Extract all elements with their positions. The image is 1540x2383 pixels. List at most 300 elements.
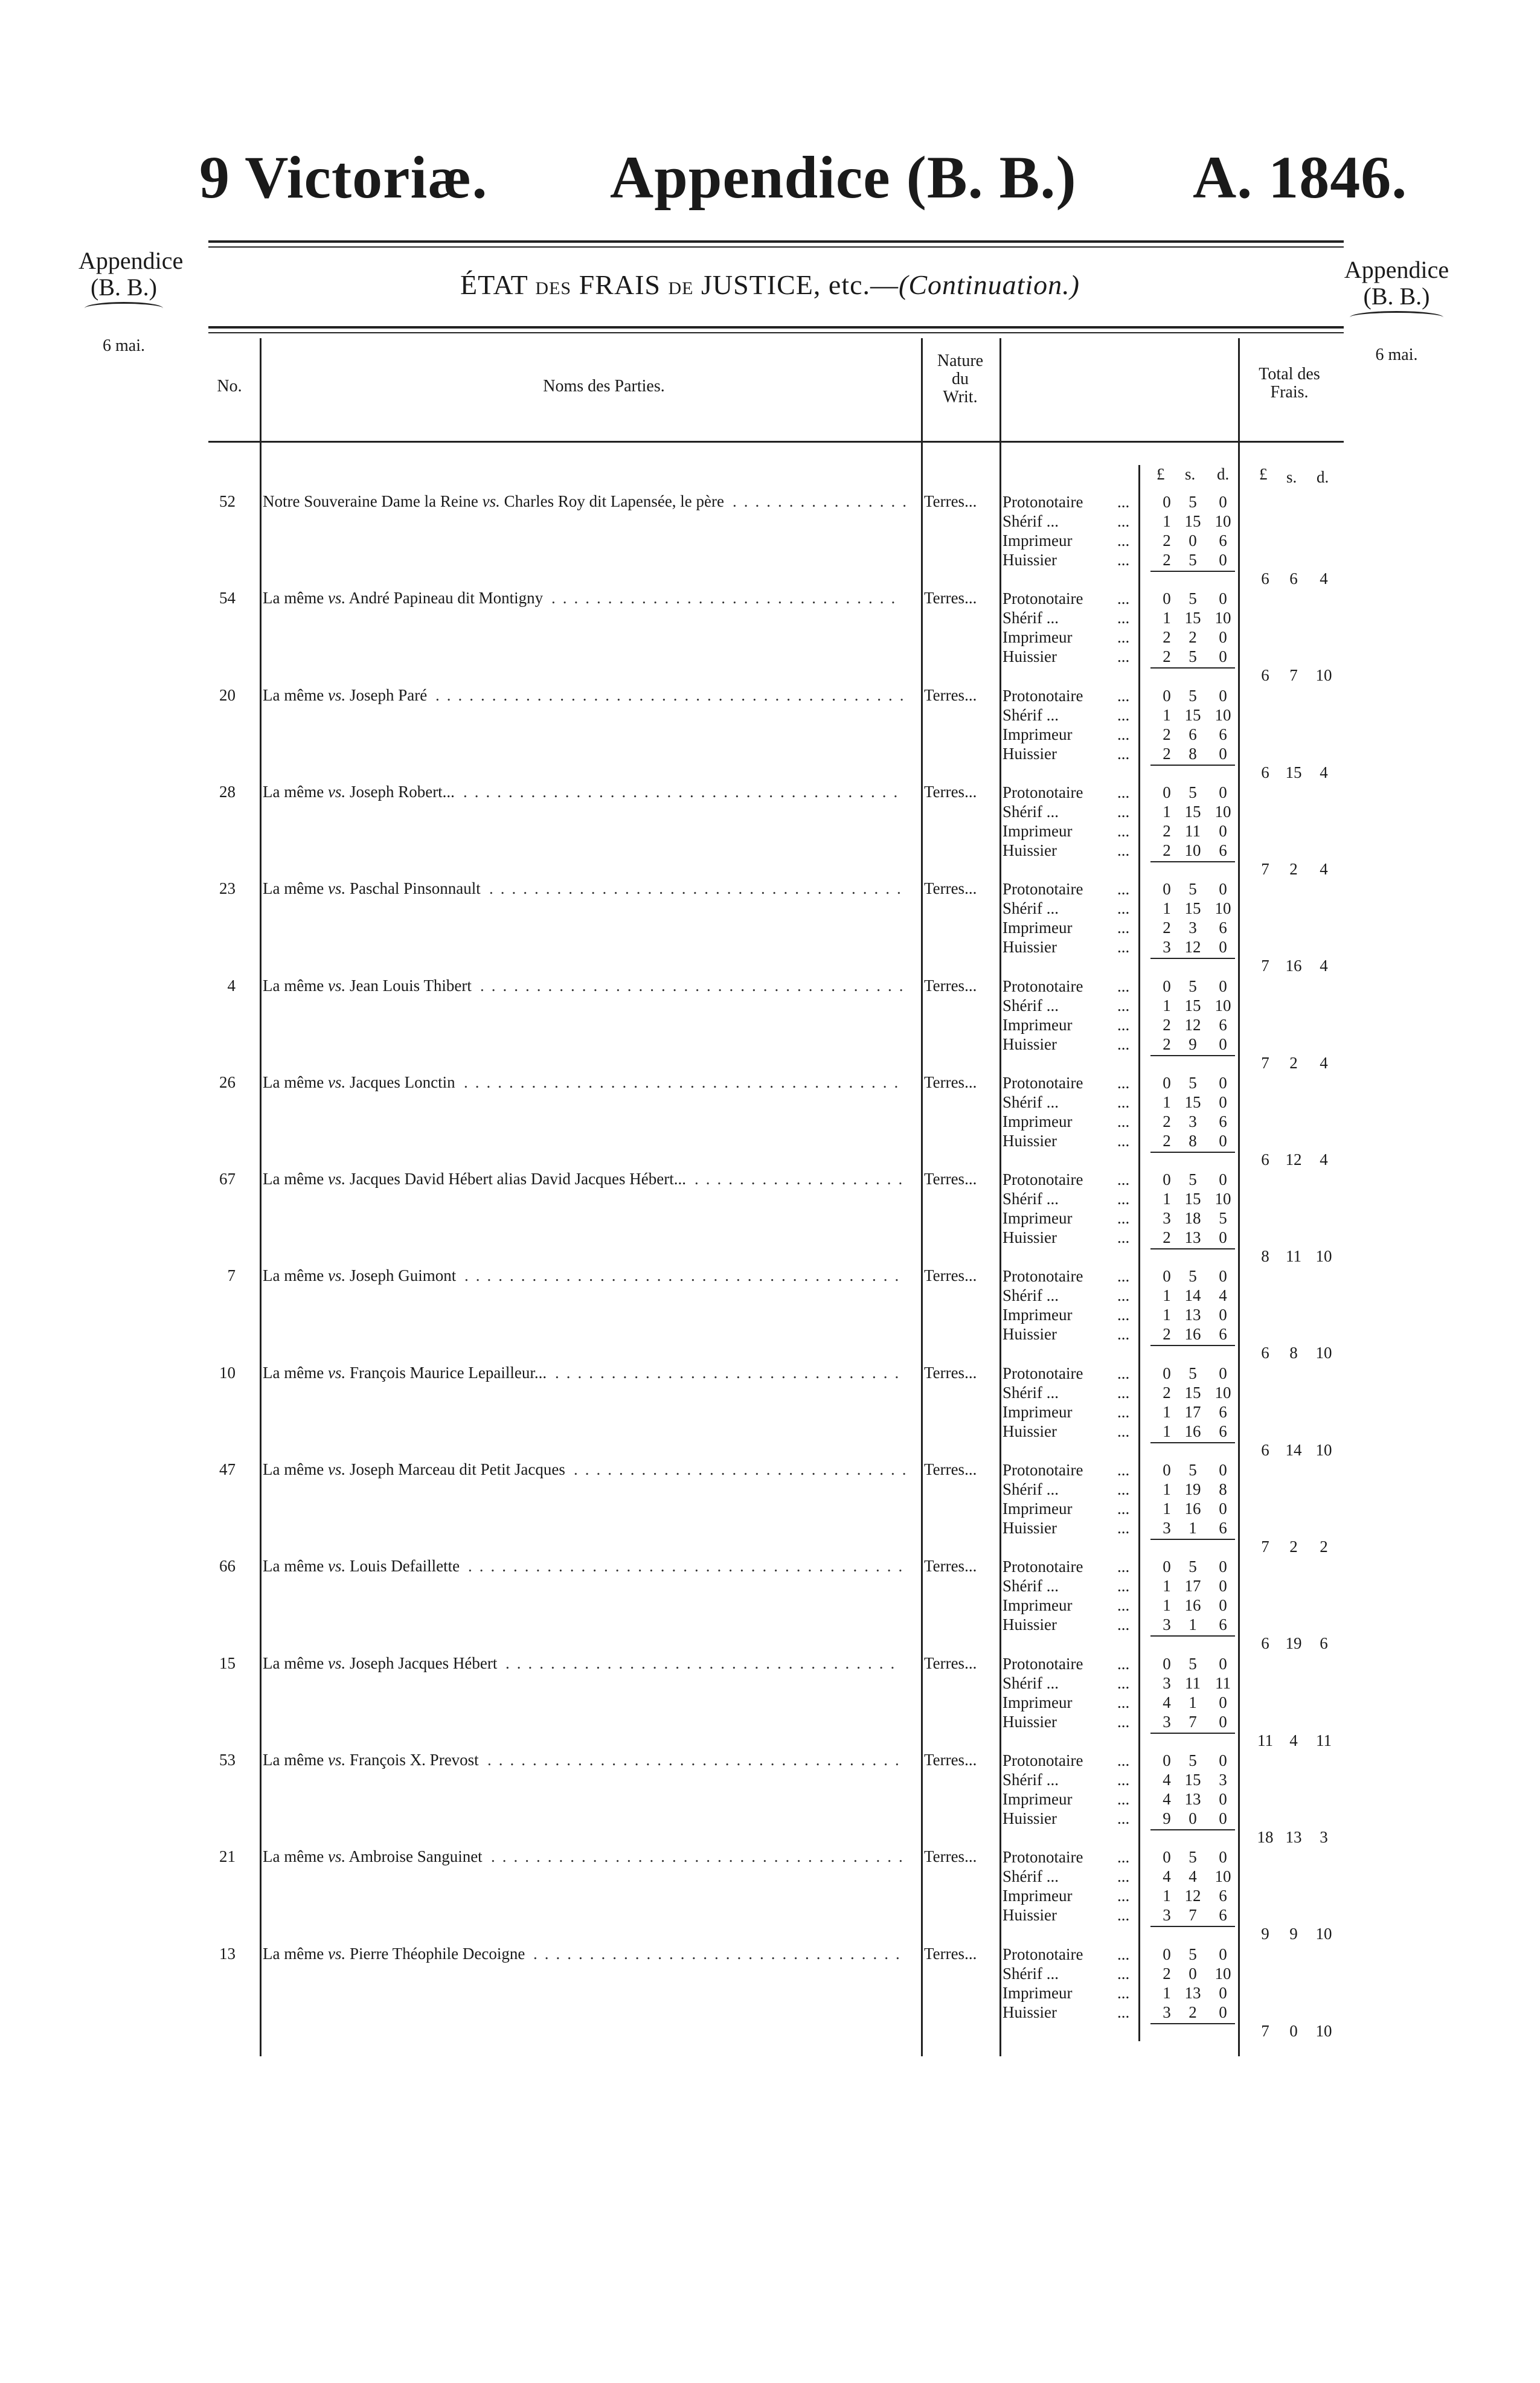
fee-amount: 0 — [1219, 687, 1227, 705]
fee-amount: 10 — [1214, 1384, 1231, 1402]
party-plaintiff: La même — [263, 783, 328, 801]
total-amount: 18 — [1257, 1828, 1274, 1846]
leader-dots: ................................... — [505, 1654, 902, 1672]
fee-label: Shérif ... — [1003, 1480, 1059, 1498]
fee-leader-dots: ... — [1117, 512, 1130, 530]
fee-amount: 5 — [1189, 1461, 1197, 1479]
table-row — [0, 1451, 1540, 1556]
fee-amount: 12 — [1184, 1887, 1201, 1905]
total-amount: 4 — [1320, 957, 1328, 975]
fee-amount: 15 — [1184, 996, 1201, 1015]
fee-amount: 15 — [1184, 1384, 1201, 1402]
fee-amount: 17 — [1184, 1403, 1201, 1421]
fee-leader-dots: ... — [1117, 1422, 1130, 1440]
total-header-line1: Total des — [1259, 365, 1320, 383]
fee-amount: 1 — [1163, 609, 1171, 627]
fee-amount: 0 — [1219, 1267, 1227, 1285]
leader-dots: ...................................... — [480, 977, 911, 995]
writ-nature: Terres... — [924, 589, 977, 607]
case-number: 20 — [219, 686, 236, 704]
fee-amount: 2 — [1163, 531, 1171, 550]
fee-label: Huissier — [1003, 938, 1057, 956]
total-amount: 11 — [1257, 1731, 1273, 1750]
fee-amount: 1 — [1189, 1615, 1197, 1634]
fee-amount: 0 — [1219, 1170, 1227, 1188]
fee-sum-rule — [1150, 2023, 1235, 2024]
total-amount: 15 — [1285, 763, 1302, 781]
total-amount: 4 — [1289, 1731, 1298, 1750]
versus-marker: vs. — [327, 686, 346, 704]
fee-amount: 0 — [1219, 1557, 1227, 1576]
fee-label: Imprimeur — [1003, 1984, 1073, 2002]
fee-leader-dots: ... — [1117, 1384, 1130, 1402]
fee-amount: 4 — [1219, 1286, 1227, 1304]
fee-amount: 1 — [1163, 1984, 1171, 2002]
total-amount: 10 — [1315, 2022, 1332, 2040]
fee-label: Shérif ... — [1003, 1384, 1059, 1402]
table-row — [0, 677, 1540, 781]
party-defendant: Jacques David Hébert alias David Jacques Hébert... — [345, 1170, 686, 1188]
total-amount: 6 — [1261, 763, 1269, 781]
fee-label: Protonotaire — [1003, 1364, 1083, 1382]
party-defendant: François X. Prevost — [345, 1751, 479, 1769]
fee-leader-dots: ... — [1117, 1074, 1130, 1092]
fee-amount: 5 — [1189, 687, 1197, 705]
fee-amount: 2 — [1163, 841, 1171, 859]
case-number: 4 — [227, 977, 236, 995]
fee-amount: 5 — [1189, 1074, 1197, 1092]
fee-amount: 10 — [1214, 1964, 1231, 1983]
writ-nature: Terres... — [924, 783, 977, 801]
leader-dots: ....................................... — [464, 1266, 906, 1285]
fee-leader-dots: ... — [1117, 1771, 1130, 1789]
fee-label: Imprimeur — [1003, 1693, 1073, 1711]
fee-label: Protonotaire — [1003, 1557, 1083, 1576]
fee-amount: 2 — [1163, 1132, 1171, 1150]
fee-amount: 0 — [1163, 687, 1171, 705]
title-des: DES — [535, 278, 572, 298]
fee-label: Shérif ... — [1003, 996, 1059, 1015]
fee-amount: 1 — [1163, 1499, 1171, 1518]
table-title — [0, 269, 1540, 301]
fee-label: Imprimeur — [1003, 531, 1073, 550]
fee-amount: 3 — [1163, 1209, 1171, 1227]
fee-amount: 0 — [1189, 1964, 1197, 1983]
fee-leader-dots: ... — [1117, 1170, 1130, 1188]
fee-label: Imprimeur — [1003, 1209, 1073, 1227]
total-amount: 4 — [1320, 1054, 1328, 1072]
party-defendant: Jacques Lonctin — [345, 1073, 455, 1091]
fee-amount: 0 — [1219, 589, 1227, 608]
fee-label: Huissier — [1003, 1519, 1057, 1537]
fee-sum-rule — [1150, 765, 1235, 766]
fee-amount: 0 — [1219, 493, 1227, 511]
party-plaintiff: La même — [263, 1654, 328, 1672]
fee-label: Huissier — [1003, 1325, 1057, 1343]
fee-leader-dots: ... — [1117, 1325, 1130, 1343]
fee-amount: 2 — [1189, 2003, 1197, 2021]
fee-label: Imprimeur — [1003, 1887, 1073, 1905]
fee-label: Huissier — [1003, 1906, 1057, 1924]
fee-amount: 0 — [1163, 783, 1171, 801]
total-amount: 4 — [1320, 1150, 1328, 1169]
total-amount: 4 — [1320, 860, 1328, 878]
fee-leader-dots: ... — [1117, 1809, 1130, 1827]
table-row — [0, 483, 1540, 588]
fee-amount: 0 — [1219, 2003, 1227, 2021]
fee-amount: 0 — [1219, 745, 1227, 763]
party-defendant: Pierre Théophile Decoigne — [345, 1945, 525, 1963]
fee-amount: 11 — [1185, 1674, 1201, 1692]
total-amount: 11 — [1316, 1731, 1332, 1750]
fee-label: Huissier — [1003, 647, 1057, 666]
fee-amount: 10 — [1214, 996, 1231, 1015]
writ-nature: Terres... — [924, 1945, 977, 1963]
fee-amount: 0 — [1219, 1809, 1227, 1827]
fee-leader-dots: ... — [1117, 841, 1130, 859]
fee-label: Protonotaire — [1003, 880, 1083, 898]
column-header-writ — [918, 352, 1003, 406]
fee-amount: 0 — [1219, 1364, 1227, 1382]
writ-nature: Terres... — [924, 1654, 977, 1672]
table-row — [0, 1936, 1540, 2040]
fee-leader-dots: ... — [1117, 1132, 1130, 1150]
fee-label: Huissier — [1003, 2003, 1057, 2021]
fee-amount: 0 — [1219, 1945, 1227, 1963]
fee-amount: 6 — [1219, 1403, 1227, 1421]
fee-label: Shérif ... — [1003, 1771, 1059, 1789]
party-defendant: Louis Defaillette — [345, 1557, 460, 1575]
party-plaintiff: La même — [263, 1945, 328, 1963]
party-defendant: Charles Roy dit Lapensée, le père — [499, 492, 724, 510]
fee-label: Imprimeur — [1003, 1016, 1073, 1034]
table-row — [0, 870, 1540, 975]
fee-amount: 6 — [1219, 1325, 1227, 1343]
fee-label: Huissier — [1003, 1035, 1057, 1053]
column-header-parties: Noms des Parties. — [543, 377, 665, 396]
fee-label: Protonotaire — [1003, 1267, 1083, 1285]
fee-leader-dots: ... — [1117, 1751, 1130, 1769]
fee-amount: 0 — [1219, 551, 1227, 569]
fee-amount: 2 — [1163, 1035, 1171, 1053]
fee-leader-dots: ... — [1117, 745, 1130, 763]
leader-dots: ..................................... — [487, 1751, 906, 1769]
total-amount: 6 — [1289, 569, 1298, 588]
writ-header-line3: Writ. — [943, 388, 978, 406]
party-defendant: Joseph Robert... — [345, 783, 455, 801]
fee-leader-dots: ... — [1117, 1887, 1130, 1905]
fee-amount: 1 — [1163, 1596, 1171, 1614]
fee-label: Shérif ... — [1003, 1577, 1059, 1595]
party-names — [263, 1364, 547, 1382]
case-number: 67 — [219, 1170, 236, 1188]
fee-amount: 0 — [1219, 880, 1227, 898]
fee-amount: 0 — [1163, 977, 1171, 995]
fee-amount: 0 — [1219, 1596, 1227, 1614]
fee-amount: 15 — [1184, 899, 1201, 917]
running-header-center: Appendice (B. B.) — [610, 144, 1077, 211]
fee-label: Protonotaire — [1003, 1461, 1083, 1479]
fee-leader-dots: ... — [1117, 1461, 1130, 1479]
case-number: 23 — [219, 879, 236, 897]
fee-leader-dots: ... — [1117, 1964, 1130, 1983]
fee-leader-dots: ... — [1117, 977, 1130, 995]
fee-amount: 16 — [1184, 1499, 1201, 1518]
fee-amount: 3 — [1163, 1519, 1171, 1537]
fee-amount: 10 — [1184, 841, 1201, 859]
fee-amount: 0 — [1219, 1984, 1227, 2002]
fee-amount: 4 — [1189, 1867, 1197, 1885]
fee-amount: 0 — [1219, 1035, 1227, 1053]
versus-marker: vs. — [327, 1654, 346, 1672]
party-names — [263, 1751, 479, 1769]
fee-label: Protonotaire — [1003, 493, 1083, 511]
fee-label: Huissier — [1003, 1615, 1057, 1634]
versus-marker: vs. — [482, 492, 500, 510]
total-amount: 6 — [1261, 1344, 1269, 1362]
total-amount: 6 — [1320, 1634, 1328, 1652]
title-frais: FRAIS — [579, 269, 661, 300]
fee-label: Imprimeur — [1003, 919, 1073, 937]
total-amount: 14 — [1285, 1441, 1302, 1459]
fee-amount: 0 — [1219, 1306, 1227, 1324]
writ-nature: Terres... — [924, 1364, 977, 1382]
case-number: 26 — [219, 1073, 236, 1091]
fee-amount: 2 — [1189, 628, 1197, 646]
writ-nature: Terres... — [924, 1557, 977, 1575]
fee-label: Shérif ... — [1003, 1093, 1059, 1111]
fee-label: Shérif ... — [1003, 609, 1059, 627]
fee-label: Protonotaire — [1003, 1655, 1083, 1673]
fee-shilling-heading: s. — [1185, 465, 1196, 483]
fee-amount: 2 — [1163, 628, 1171, 646]
writ-nature: Terres... — [924, 1266, 977, 1285]
fee-amount: 15 — [1184, 609, 1201, 627]
fee-amount: 1 — [1189, 1693, 1197, 1711]
case-number: 28 — [219, 783, 236, 801]
fee-amount: 0 — [1219, 1499, 1227, 1518]
fee-leader-dots: ... — [1117, 1286, 1130, 1304]
fee-leader-dots: ... — [1117, 1867, 1130, 1885]
fee-sum-rule — [1150, 958, 1235, 959]
fee-sum-rule — [1150, 1345, 1235, 1346]
fee-amount: 15 — [1184, 1093, 1201, 1111]
fee-sum-rule — [1150, 1442, 1235, 1443]
fee-label: Imprimeur — [1003, 1790, 1073, 1808]
fee-amount: 13 — [1184, 1790, 1201, 1808]
fee-sum-rule — [1150, 1539, 1235, 1540]
leader-dots: .............................. — [574, 1460, 914, 1478]
fee-amount: 10 — [1214, 609, 1231, 627]
fee-amount: 0 — [1163, 1655, 1171, 1673]
fee-amount: 0 — [1163, 1848, 1171, 1866]
fee-label: Imprimeur — [1003, 1112, 1073, 1131]
fee-label: Imprimeur — [1003, 1596, 1073, 1614]
fee-amount: 1 — [1163, 899, 1171, 917]
fee-amount: 0 — [1163, 880, 1171, 898]
fee-amount: 15 — [1184, 706, 1201, 724]
total-amount: 4 — [1320, 569, 1328, 588]
column-header-no: No. — [217, 377, 242, 396]
fee-amount: 5 — [1189, 1267, 1197, 1285]
table-row — [0, 1355, 1540, 1459]
versus-marker: vs. — [327, 1364, 346, 1382]
fee-label: Shérif ... — [1003, 1964, 1059, 1983]
fee-amount: 10 — [1214, 1867, 1231, 1885]
fee-leader-dots: ... — [1117, 1209, 1130, 1227]
party-defendant: Paschal Pinsonnault — [345, 879, 481, 897]
fee-amount: 0 — [1219, 1093, 1227, 1111]
fee-amount: 3 — [1219, 1771, 1227, 1789]
party-defendant: Joseph Marceau dit Petit Jacques — [345, 1460, 565, 1478]
leader-dots: ..................................... — [489, 879, 908, 897]
fee-amount: 16 — [1184, 1596, 1201, 1614]
fee-amount: 1 — [1163, 512, 1171, 530]
fee-amount: 3 — [1189, 919, 1197, 937]
fee-amount: 2 — [1163, 1384, 1171, 1402]
fee-sum-rule — [1150, 1248, 1235, 1249]
fee-amount: 6 — [1219, 841, 1227, 859]
party-names — [263, 686, 427, 705]
total-amount: 6 — [1261, 1150, 1269, 1169]
fee-amount: 5 — [1189, 551, 1197, 569]
total-amount: 2 — [1289, 1538, 1298, 1556]
versus-marker: vs. — [327, 1170, 346, 1188]
versus-marker: vs. — [327, 1073, 346, 1091]
fee-amount: 5 — [1189, 647, 1197, 666]
total-amount: 6 — [1261, 1634, 1269, 1652]
case-number: 53 — [219, 1751, 236, 1769]
fee-amount: 0 — [1163, 1074, 1171, 1092]
fee-amount: 2 — [1163, 647, 1171, 666]
fee-amount: 16 — [1184, 1325, 1201, 1343]
title-rule-top — [208, 240, 1344, 243]
party-plaintiff: La même — [263, 1847, 328, 1865]
fee-label: Huissier — [1003, 1809, 1057, 1827]
fee-amount: 0 — [1219, 1132, 1227, 1150]
case-number: 15 — [219, 1654, 236, 1672]
total-amount: 7 — [1261, 2022, 1269, 2040]
margin-right-line2: (B. B.) — [1363, 283, 1430, 310]
fee-label: Shérif ... — [1003, 1190, 1059, 1208]
total-amount: 6 — [1261, 1441, 1269, 1459]
fee-amount: 6 — [1189, 725, 1197, 743]
running-header-left: 9 Victoriæ. — [199, 144, 488, 211]
fee-amount: 5 — [1189, 1945, 1197, 1963]
total-header-line2: Frais. — [1270, 383, 1309, 402]
fee-amount: 3 — [1163, 1674, 1171, 1692]
leader-dots: ....................................... — [468, 1557, 910, 1575]
leader-dots: ................... — [695, 1170, 910, 1188]
fee-sum-rule — [1150, 571, 1235, 572]
party-defendant: Jean Louis Thibert — [345, 977, 472, 995]
total-amount: 10 — [1315, 1247, 1332, 1265]
fee-amount: 1 — [1163, 1190, 1171, 1208]
total-amount: 7 — [1261, 860, 1269, 878]
fee-pence-heading: d. — [1217, 465, 1230, 483]
fee-amount: 5 — [1189, 589, 1197, 608]
fee-label: Protonotaire — [1003, 687, 1083, 705]
party-plaintiff: Notre Souveraine Dame la Reine — [263, 492, 483, 510]
total-amount: 7 — [1289, 666, 1298, 684]
party-plaintiff: La même — [263, 879, 328, 897]
fee-label: Imprimeur — [1003, 628, 1073, 646]
margin-left-brace — [85, 302, 163, 315]
fee-leader-dots: ... — [1117, 1693, 1130, 1711]
fee-amount: 18 — [1184, 1209, 1201, 1227]
margin-note-left — [79, 247, 184, 359]
party-defendant: Joseph Paré — [345, 686, 428, 704]
fee-label: Shérif ... — [1003, 899, 1059, 917]
fee-label: Protonotaire — [1003, 1074, 1083, 1092]
fee-leader-dots: ... — [1117, 609, 1130, 627]
fee-label: Shérif ... — [1003, 512, 1059, 530]
writ-nature: Terres... — [924, 977, 977, 995]
fee-amount: 6 — [1219, 1615, 1227, 1634]
fee-amount: 4 — [1163, 1867, 1171, 1885]
table-row — [0, 1645, 1540, 1750]
party-defendant: Joseph Jacques Hébert — [345, 1654, 498, 1672]
fee-amount: 4 — [1163, 1693, 1171, 1711]
fee-amount: 1 — [1163, 1887, 1171, 1905]
fee-amount: 14 — [1184, 1286, 1201, 1304]
fee-amount: 0 — [1219, 783, 1227, 801]
writ-nature: Terres... — [924, 1460, 977, 1478]
leader-dots: .......................................... — [435, 686, 911, 704]
fee-amount: 0 — [1163, 1945, 1171, 1963]
fee-leader-dots: ... — [1117, 1519, 1130, 1537]
total-amount: 11 — [1286, 1247, 1301, 1265]
title-continuation: (Continuation.) — [899, 269, 1080, 300]
margin-right-brace — [1350, 311, 1443, 324]
fee-leader-dots: ... — [1117, 822, 1130, 840]
fee-amount: 5 — [1189, 1364, 1197, 1382]
fee-label: Huissier — [1003, 745, 1057, 763]
fee-leader-dots: ... — [1117, 2003, 1130, 2021]
margin-left-line2: (B. B.) — [91, 274, 157, 301]
total-amount: 2 — [1289, 1054, 1298, 1072]
writ-nature: Terres... — [924, 1073, 977, 1091]
leader-dots: ................................. — [533, 1945, 907, 1963]
versus-marker: vs. — [327, 1460, 346, 1478]
fee-amount: 7 — [1189, 1713, 1197, 1731]
fee-amount: 2 — [1163, 919, 1171, 937]
fee-amount: 15 — [1184, 1771, 1201, 1789]
party-names — [263, 492, 724, 511]
fee-leader-dots: ... — [1117, 531, 1130, 550]
title-de: DE — [668, 278, 694, 298]
fee-leader-dots: ... — [1117, 783, 1130, 801]
total-amount: 8 — [1261, 1247, 1269, 1265]
leader-dots: ................ — [733, 492, 914, 510]
fee-amount: 6 — [1219, 1906, 1227, 1924]
table-row — [0, 967, 1540, 1072]
party-plaintiff: La même — [263, 1266, 328, 1285]
total-amount: 10 — [1315, 1925, 1332, 1943]
title-rule-bottom — [208, 326, 1344, 329]
fee-amount: 10 — [1214, 706, 1231, 724]
fee-sum-rule — [1150, 1635, 1235, 1637]
fee-amount: 1 — [1163, 803, 1171, 821]
party-names — [263, 1847, 483, 1866]
case-number: 52 — [219, 492, 236, 510]
total-pound-heading: £ — [1259, 465, 1268, 483]
party-defendant: Ambroise Sanguinet — [345, 1847, 483, 1865]
party-plaintiff: La même — [263, 1460, 328, 1478]
fee-amount: 0 — [1163, 589, 1171, 608]
fee-amount: 3 — [1163, 1713, 1171, 1731]
fee-amount: 1 — [1163, 1306, 1171, 1324]
